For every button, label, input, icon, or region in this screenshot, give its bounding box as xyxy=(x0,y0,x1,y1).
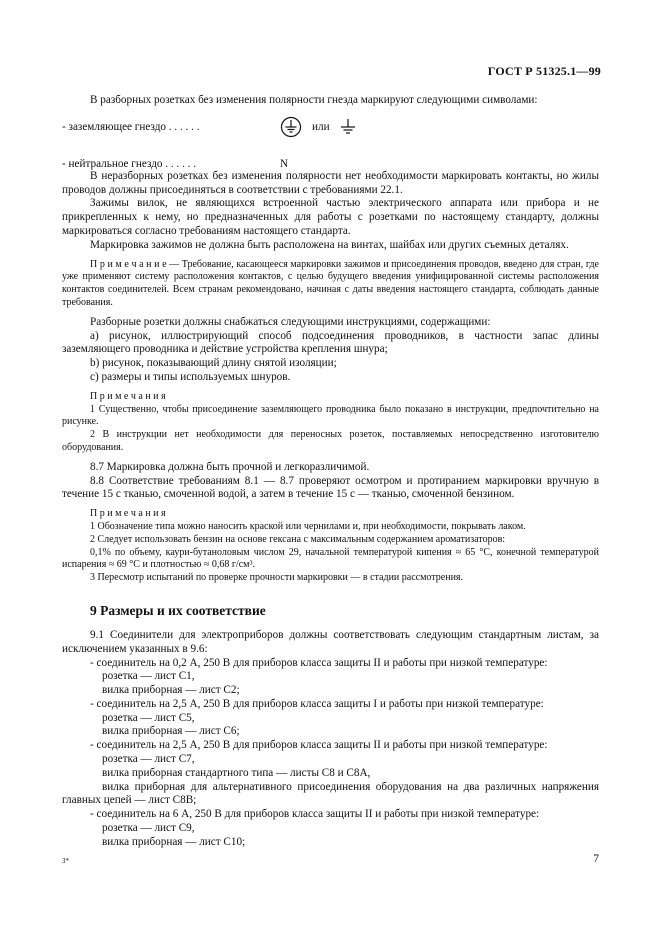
list-item: розетка — лист С9, xyxy=(102,822,195,835)
notes-label: П р и м е ч а н и я xyxy=(90,508,166,520)
list-item: - соединитель на 2,5 А, 250 В для приборов класса защиты II и работы при низкой температуре: xyxy=(90,739,548,752)
note-terminal-marking xyxy=(62,259,599,310)
list-item: - соединитель на 6 А, 250 В для приборов класса защиты II и работы при низкой температуре: xyxy=(90,808,540,821)
note-text: — Требование, касающееся маркировки зажимов и присоединения проводов, введено для стран, где уже применяют систему расположения контактов, с целью будущего введения унифицированной системы расположения контактов соединителей. Всем странам рекомендовано, начиная с даты введения настоящего стандарта, соблюдать данные требования. xyxy=(62,258,599,308)
list-item: розетка — лист С7, xyxy=(102,753,195,766)
list-item: - соединитель на 0,2 А, 250 В для приборов класса защиты II и работы при низкой температуре: xyxy=(90,656,548,669)
paragraph-plug-terminals: Зажимы вилок, не являющихся встроенной частью электрического аппарата или прибора и не прикрепленных к нему, но предназначенных для работы с розетками по настоящему стандарту, должны маркироваться согласно требованиям настоящего стандарта. xyxy=(62,197,599,237)
page-number: 7 xyxy=(593,853,599,865)
protective-earth-icon xyxy=(280,116,302,138)
list-item: вилка приборная — лист С6; xyxy=(102,725,240,738)
list-item: розетка — лист С5, xyxy=(102,711,195,724)
section-9-heading: 9 Размеры и их соответствие xyxy=(90,602,266,618)
paragraph-non-rewirable: В неразборных розетках без изменения полярности нет необходимости маркировать контакты, но жилы проводов должны присоединяться в соответствии с требованиями 22.1. xyxy=(62,169,599,196)
or-text: или xyxy=(312,120,330,133)
paragraph-instructions: Разборные розетки должны снабжаться следующими инструкциями, содержащими: xyxy=(90,315,491,328)
note-item: 2 В инструкции нет необходимости для переносных розеток, поставляемых непосредственно изготовителю оборудования. xyxy=(62,429,599,453)
standard-designation: ГОСТ Р 51325.1—99 xyxy=(487,64,601,78)
list-item: вилка приборная стандартного типа — листы С8 и С8А, xyxy=(102,766,371,779)
list-item: вилка приборная для альтернативного присоединения оборудования на два различных напряжения главных цепей — лист С8В; xyxy=(62,780,599,807)
ground-socket-label: - заземляющее гнездо . . . . . . xyxy=(62,120,200,133)
ground-symbol-row xyxy=(62,116,599,138)
list-item: вилка приборная — лист С2; xyxy=(102,684,240,697)
earth-ground-icon xyxy=(338,117,358,137)
list-item: розетка — лист С1, xyxy=(102,670,195,683)
note-item: 2 Следует использовать бензин на основе гексана с максимальным содержанием ароматизаторов: xyxy=(90,533,506,545)
note-item: 1 Существенно, чтобы присоединение заземляющего проводника было показано в инструкции, предпочтительно на рисунке. xyxy=(62,403,599,428)
clause-8-7: 8.7 Маркировка должна быть прочной и легкоразличимой. xyxy=(90,460,370,473)
instruction-item-b: b) рисунок, показывающий длину снятой изоляции; xyxy=(90,357,337,370)
signature-mark: 3* xyxy=(62,857,69,865)
page-content xyxy=(62,94,599,850)
notes-label: П р и м е ч а н и я xyxy=(90,390,166,402)
neutral-socket-label: - нейтральное гнездо . . . . . . xyxy=(62,157,197,170)
note-label: П р и м е ч а н и е xyxy=(90,258,167,270)
note-item: 1 Обозначение типа можно наносить краской или чернилами и, при необходимости, покрывать лаком. xyxy=(90,520,526,532)
note-item: 0,1% по объему, каури-бутаноловым числом 29, начальной температурой кипения ≈ 65 °С, конечной температурой испарения ≈ 69 °С и плотностью ≈ 0,68 г/см³. xyxy=(62,546,599,571)
clause-8-8: 8.8 Соответствие требованиям 8.1 — 8.7 проверяют осмотром и протиранием маркировки вручную в течение 15 с тканью, смоченной водой, а затем в течение 15 с — тканью, смоченной бензином. xyxy=(62,474,599,501)
list-item: вилка приборная — лист С10; xyxy=(102,835,246,848)
instruction-item-a: а) рисунок, иллюстрирующий способ подсоединения проводников, в частности запас длины заземляющего проводника и действие устройства крепления шнура; xyxy=(62,329,599,356)
list-item: - соединитель на 2,5 А, 250 В для приборов класса защиты I и работы при низкой температуре: xyxy=(90,697,544,710)
neutral-symbol: N xyxy=(280,157,289,170)
neutral-symbol-row xyxy=(62,158,599,170)
clause-9-1: 9.1 Соединители для электроприборов должны соответствовать следующим стандартным листам, за исключением указанных в 9.6: xyxy=(62,628,599,655)
paragraph-polarity-markings: В разборных розетках без изменения полярности гнезда маркируют следующими символами: xyxy=(90,94,538,106)
note-item: 3 Пересмотр испытаний по проверке прочности маркировки — в стадии рассмотрения. xyxy=(90,572,464,584)
paragraph-terminal-marking-location: Маркировка зажимов не должна быть расположена на винтах, шайбах или других съемных деталях. xyxy=(90,238,569,251)
instruction-item-c: с) размеры и типы используемых шнуров. xyxy=(90,370,291,383)
